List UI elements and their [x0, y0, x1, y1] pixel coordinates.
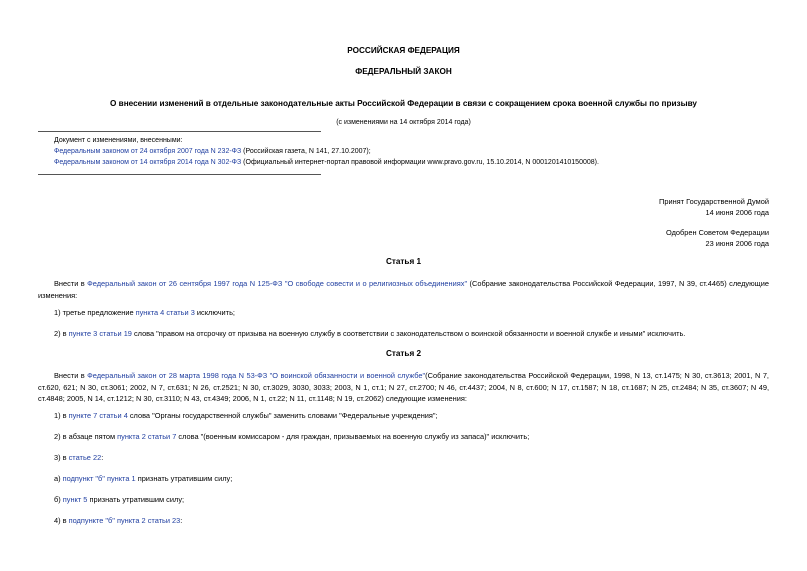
- item-link[interactable]: пункте 7 статьи 4: [68, 411, 128, 420]
- amending-law-source-1: (Российская газета, N 141, 27.10.2007);: [241, 148, 371, 155]
- item-text: 3) в: [54, 453, 69, 462]
- item-tail: признать утратившим силу;: [87, 495, 185, 504]
- item-text: 2) в абзаце пятом: [54, 432, 118, 441]
- changes-intro: Документ с изменениями, внесенными:: [54, 137, 183, 144]
- article-1-item-2: [54, 329, 685, 338]
- item-tail: слова "правом на отсрочку от призыва на военную службу в соответствии с законодательством о воинской обязанности и военной службе и иными" исключить.: [131, 329, 686, 338]
- duma-adoption-line: Принят Государственной Думой: [659, 197, 769, 206]
- council-approval-line: Одобрен Советом Федерации: [666, 228, 769, 237]
- article-2-item-1: [54, 411, 438, 420]
- divider-bottom: [38, 174, 321, 175]
- item-text: 4) в: [54, 516, 69, 525]
- article-2-item-4: [54, 516, 182, 525]
- country-heading: РОССИЙСКАЯ ФЕДЕРАЦИЯ: [347, 46, 460, 55]
- divider-top: [38, 131, 321, 132]
- council-approval-date: 23 июня 2006 года: [705, 239, 769, 248]
- item-link[interactable]: пункта 4 статьи 3: [135, 308, 195, 317]
- item-link[interactable]: пункта 2 статьи 7: [117, 432, 177, 441]
- article-2-intro-tail: (Собрание законодательства Российской Федерации, 1998, N 13, ст.1475; N 30, ст.3613; 2001, N 7, ст.620, 621; N 30, ст.3061; 2002, N 7, ст.631; N 26, ст.2521; N 30, ст.3029, 3030, 3033; 2003, N 1, ст.1; N 27, ст.2700; N 46, ст.4437; 2004, N 8, ст.600; N 17, ст.1587; N 18, ст.1687; N 25, ст.2484; N 35, ст.3607; N 49, ст.4848; 2005, N 14, ст.1212; N 30, ст.3110; N 43, ст.4349; 2006, N 1, ст.22; N 11, ст.1148; N 19, ст.2062) следующие изменения:: [38, 371, 769, 403]
- item-tail: :: [101, 453, 104, 462]
- article-1-intro-text: Внести в: [54, 279, 88, 288]
- item-tail: слова "(военным комиссаром - для граждан, призываемых на военную службу из запаса)" исключить;: [176, 432, 530, 441]
- amending-law-link-1[interactable]: Федеральным законом от 24 октября 2007 года N 232-ФЗ: [54, 148, 242, 155]
- item-text: 1) третье предложение: [54, 308, 136, 317]
- amending-law-source-2: (Официальный интернет-портал правовой информации www.pravo.gov.ru, 15.10.2014, N 0001201410150008).: [241, 159, 599, 166]
- document-title: О внесении изменений в отдельные законодательные акты Российской Федерации в связи с сокращением срока военной службы по призыву: [110, 99, 697, 108]
- item-tail: признать утратившим силу;: [135, 474, 233, 483]
- item-link[interactable]: пункте 3 статьи 19: [68, 329, 132, 338]
- changes-line-2: [54, 159, 599, 166]
- article-2-item-3: [54, 453, 103, 462]
- article-2-item-2: [54, 432, 529, 441]
- item-text: б): [54, 495, 63, 504]
- item-text: 1) в: [54, 411, 69, 420]
- article-1-intro: [38, 278, 769, 301]
- item-text: а): [54, 474, 63, 483]
- article-2-heading: Статья 2: [385, 349, 422, 358]
- item-tail: слова "Органы государственной службы" заменить словами "Федеральные учреждения";: [127, 411, 438, 420]
- item-link[interactable]: подпункте "б" пункта 2 статьи 23: [68, 516, 181, 525]
- article-1-item-1: [54, 308, 235, 317]
- article-1-intro-tail: (Собрание законодательства Российской Федерации, 1997, N 39, ст.4465) следующие изменения:: [38, 279, 769, 300]
- item-link[interactable]: статье 22: [68, 453, 102, 462]
- duma-adoption-date: 14 июня 2006 года: [705, 208, 769, 217]
- article-2-subitem-b: [54, 495, 184, 504]
- article-2-subitem-a: [54, 474, 232, 483]
- item-tail: исключить;: [194, 308, 235, 317]
- article-2-intro-text: Внести в: [54, 371, 88, 380]
- doc-type-heading: ФЕДЕРАЛЬНЫЙ ЗАКОН: [355, 67, 452, 76]
- changes-line-1: [54, 148, 371, 155]
- item-text: 2) в: [54, 329, 69, 338]
- item-link[interactable]: подпункт "б" пункта 1: [62, 474, 136, 483]
- document-subtitle: (с изменениями на 14 октября 2014 года): [336, 119, 471, 126]
- law-53-fz-link[interactable]: Федеральный закон от 28 марта 1998 года N 53-ФЗ "О воинской обязанности и военной службе": [87, 371, 426, 380]
- item-tail: :: [180, 516, 183, 525]
- article-2-intro: [38, 370, 769, 405]
- item-link[interactable]: пункт 5: [62, 495, 88, 504]
- article-1-heading: Статья 1: [385, 257, 422, 266]
- law-125-fz-link[interactable]: Федеральный закон от 26 сентября 1997 года N 125-ФЗ "О свободе совести и о религиозных объединениях": [87, 279, 468, 288]
- amending-law-link-2[interactable]: Федеральным законом от 14 октября 2014 года N 302-ФЗ: [54, 159, 242, 166]
